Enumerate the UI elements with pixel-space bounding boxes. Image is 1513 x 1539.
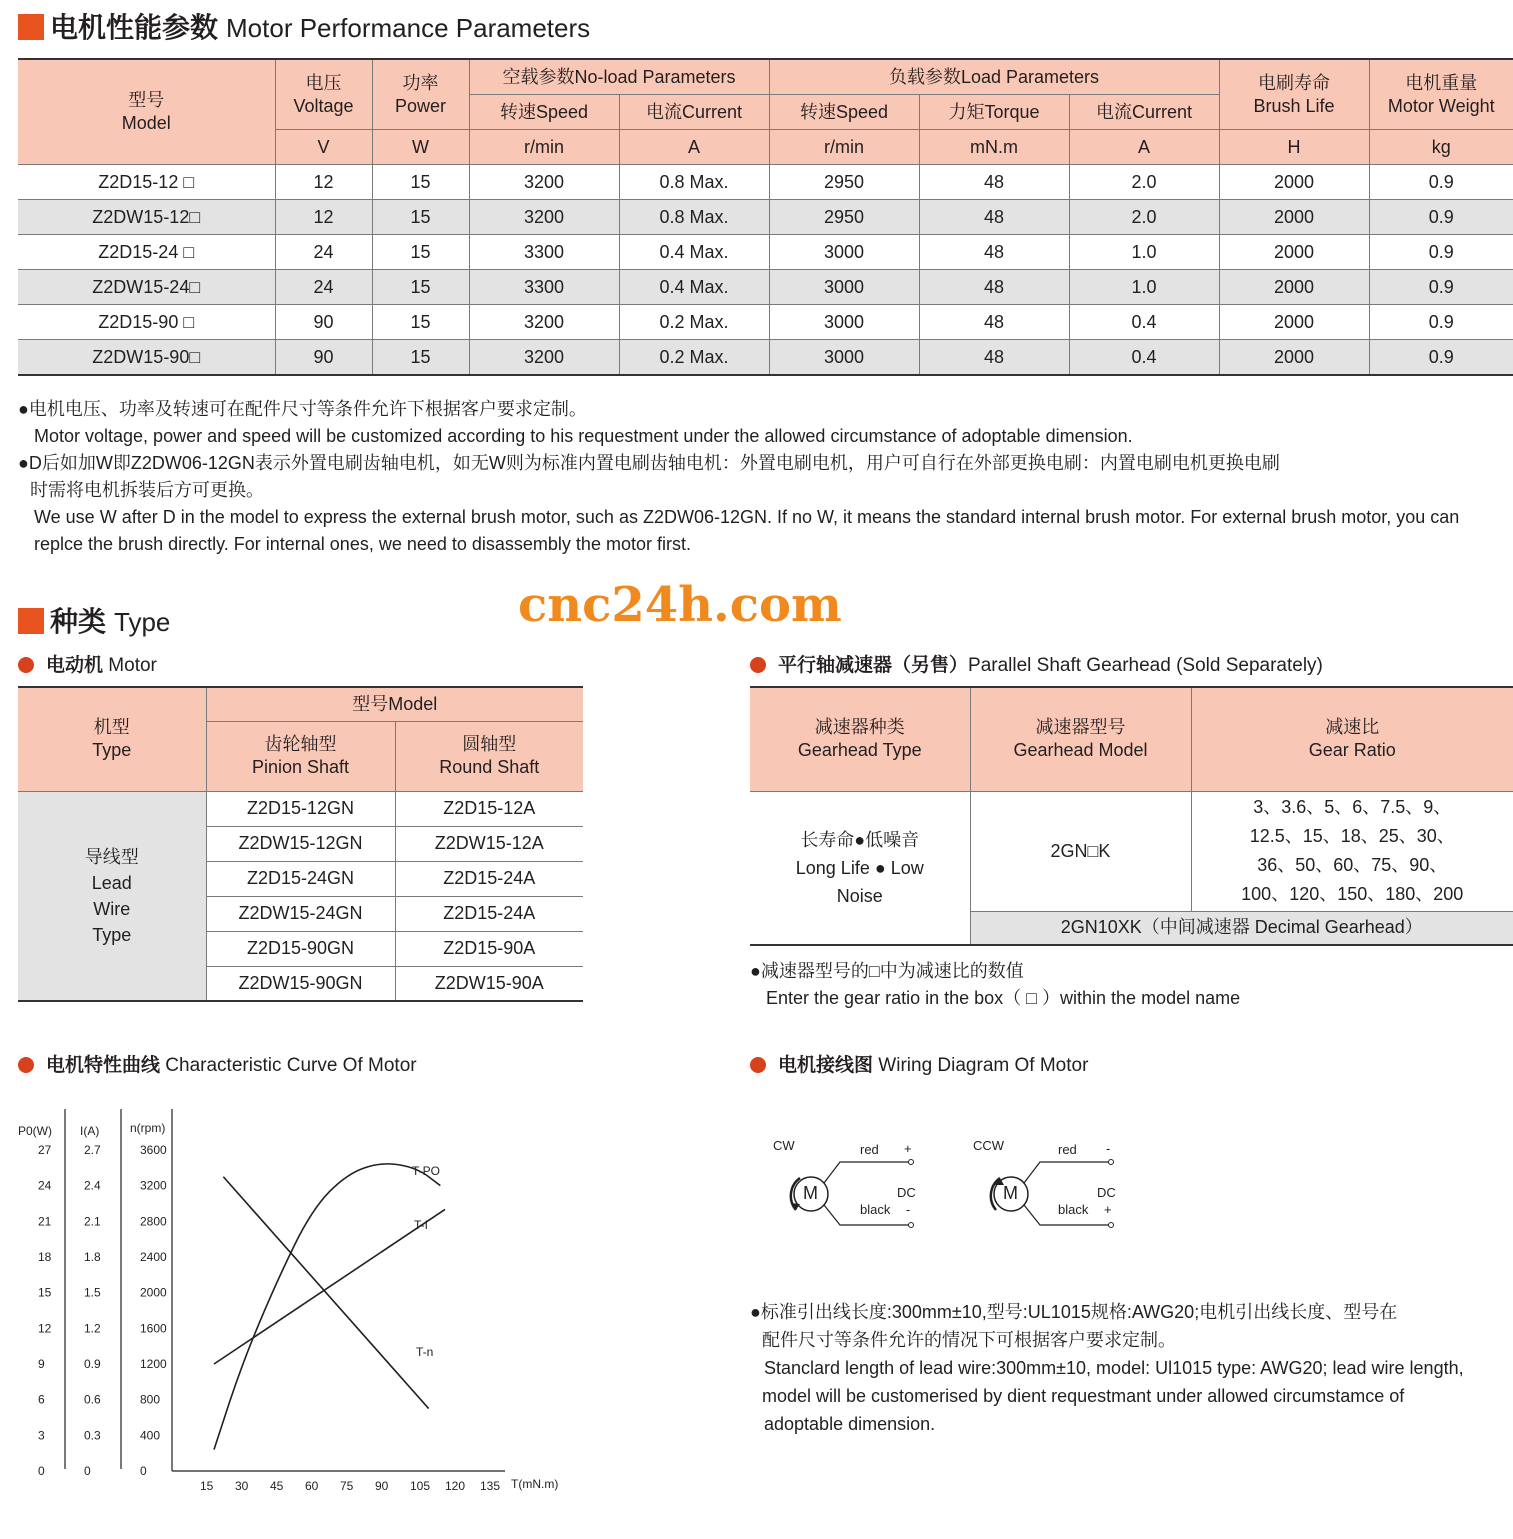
header-round-shaft: 圆轴型 Round Shaft: [395, 721, 583, 791]
table-row: Z2D15-24GN Z2D15-24A: [18, 861, 583, 896]
y-tick-label: 27: [38, 1143, 52, 1157]
gear-ratio-cell: 3、3.6、5、6、7.5、9、 12.5、15、18、25、30、 36、50、60、75、90、 100、120、150、180、200: [1191, 791, 1513, 911]
note-line: ●电机电压、功率及转速可在配件尺寸等条件允许下根据客户要求定制。: [18, 399, 587, 419]
header-gear-ratio: 减速比 Gear Ratio: [1191, 687, 1513, 791]
y-tick-label: 1.2: [84, 1321, 101, 1336]
note-line: We use W after D in the model to express the external brush motor, such as Z2DW06-12GN. If no W, it means the standard internal brush motor. For external brush motor, you can: [34, 507, 1460, 527]
header-noload-speed: 转速Speed: [469, 95, 619, 130]
ccw-wiring-diagram: [960, 1130, 1130, 1230]
header-gearhead-model: 减速器型号 Gearhead Model: [970, 687, 1191, 791]
y-tick-label: 0.3: [84, 1428, 101, 1443]
y-tick-label: 1.5: [84, 1285, 101, 1300]
series-line-t-po: [214, 1164, 440, 1450]
ccw-black-sign: +: [1104, 1202, 1112, 1217]
header-motor-weight: 电机重量 Motor Weight: [1369, 59, 1513, 130]
y-tick-label: 2400: [140, 1250, 167, 1264]
y-tick-label: 400: [140, 1428, 161, 1443]
header-load: 负载参数Load Parameters: [769, 59, 1219, 95]
y-tick-label: 1600: [140, 1321, 167, 1336]
y-tick-label: 3600: [140, 1143, 167, 1157]
header-brush-life: 电刷寿命 Brush Life: [1219, 59, 1369, 130]
y-tick-label: 2.4: [84, 1178, 101, 1193]
section-square-icon: [18, 14, 44, 40]
unit-cell: V: [275, 130, 372, 165]
series-label: T-n: [416, 1345, 434, 1359]
y-tick-label: 1200: [140, 1357, 167, 1371]
table-row: Z2DW15-90□ 90 15 3200 0.2 Max. 3000 48 0.4 2000 0.9: [18, 340, 1513, 376]
y-tick-label: 0.9: [84, 1357, 101, 1371]
y-tick-label: 2000: [140, 1285, 167, 1300]
series-line-t-n: [223, 1177, 428, 1409]
unit-cell: r/min: [469, 130, 619, 165]
gearhead-notes: [750, 958, 1240, 1012]
header-type: 机型 Type: [18, 687, 206, 791]
header-model: 型号 Model: [18, 59, 275, 165]
note-line: Stanclard length of lead wire:300mm±10, model: Ul1015 type: AWG20; lead wire length,: [764, 1358, 1464, 1378]
gearhead-subtitle: 平行轴减速器（另售）Parallel Shaft Gearhead (Sold Separately): [750, 650, 1323, 677]
bullet-dot-icon: [18, 657, 34, 673]
header-torque: 力矩Torque: [919, 95, 1069, 130]
dc-label: DC: [1097, 1185, 1116, 1200]
y-tick-label: 21: [38, 1214, 52, 1229]
red-wire-label: red: [1058, 1142, 1077, 1157]
gearhead-model-cell: 2GN□K: [970, 791, 1191, 911]
note-line: Motor voltage, power and speed will be customized according to his requestment under the allowed circumstance of adoptable dimension.: [34, 426, 1133, 446]
x-tick-label: 60: [305, 1479, 319, 1493]
table-row: Z2D15-90 □ 90 15 3200 0.2 Max. 3000 48 0.4 2000 0.9: [18, 305, 1513, 340]
y-tick-label: 9: [38, 1357, 45, 1371]
characteristic-chart: [0, 1095, 600, 1515]
wiring-subtitle: 电机接线图 Wiring Diagram Of Motor: [750, 1050, 1088, 1077]
x-tick-label: 105: [410, 1479, 431, 1493]
x-tick-label: 90: [375, 1479, 389, 1493]
header-model: 型号Model: [206, 687, 583, 721]
ccw-label: CCW: [973, 1138, 1005, 1153]
x-tick-label: 135: [480, 1479, 501, 1493]
note-line: 时需将电机拆装后方可更换。: [30, 480, 264, 500]
series-line-t-i: [214, 1209, 445, 1364]
note-line: 配件尺寸等条件允许的情况下可根据客户要求定制。: [762, 1330, 1176, 1350]
header-noload: 空载参数No-load Parameters: [469, 59, 769, 95]
y-tick-label: 0: [140, 1464, 147, 1478]
y-tick-label: 2.7: [84, 1143, 101, 1157]
lead-wire-type-cell: 导线型 Lead Wire Type: [18, 791, 206, 1001]
bullet-dot-icon: [750, 657, 766, 673]
y-tick-label: 0.6: [84, 1392, 101, 1407]
motor-type-table: [18, 686, 583, 1002]
unit-cell: W: [372, 130, 469, 165]
table-row: Z2DW15-12GN Z2DW15-12A: [18, 826, 583, 861]
y-tick-label: 2800: [140, 1214, 167, 1229]
table-row: Z2D15-12 □ 12 15 3200 0.8 Max. 2950 48 2.0 2000 0.9: [18, 165, 1513, 200]
y-tick-label: 6: [38, 1392, 45, 1407]
note-line: ●D后如加W即Z2DW06-12GN表示外置电刷齿轴电机，如无W则为标准内置电刷齿轴电机：外置电刷电机，用户可自行在外部更换电刷：内置电刷电机更换电刷: [18, 453, 1280, 473]
x-tick-label: 45: [270, 1479, 284, 1493]
bullet-dot-icon: [18, 1057, 34, 1073]
unit-cell: mN.m: [919, 130, 1069, 165]
header-pinion-shaft: 齿轮轴型 Pinion Shaft: [206, 721, 395, 791]
y-tick-label: 15: [38, 1285, 52, 1300]
wiring-notes: [750, 1298, 1464, 1438]
y-axis-label: P0(W): [18, 1124, 52, 1138]
cw-black-sign: -: [906, 1202, 911, 1217]
note-line: adoptable dimension.: [764, 1414, 936, 1434]
header-gearhead-type: 减速器种类 Gearhead Type: [750, 687, 970, 791]
table-row: Z2DW15-24□ 24 15 3300 0.4 Max. 3000 48 1.0 2000 0.9: [18, 270, 1513, 305]
gearhead-type-cell: 长寿命●低噪音 Long Life ● Low Noise: [750, 791, 970, 945]
unit-cell: kg: [1369, 130, 1513, 165]
header-noload-current: 电流Current: [619, 95, 769, 130]
header-load-current: 电流Current: [1069, 95, 1219, 130]
y-tick-label: 18: [38, 1250, 52, 1264]
black-wire-label: black: [1058, 1202, 1089, 1217]
note-line: model will be customerised by dient requestmant under allowed circumstamce of: [762, 1386, 1405, 1406]
unit-cell: A: [1069, 130, 1219, 165]
x-axis-label: T(mN.m): [511, 1477, 559, 1491]
table-row: Z2DW15-90GN Z2DW15-90A: [18, 966, 583, 1001]
y-tick-label: 800: [140, 1392, 161, 1407]
motor-subtitle: 电动机 Motor: [18, 650, 157, 677]
note-line: ●减速器型号的□中为减速比的数值: [750, 961, 1024, 981]
series-label: T-PO: [412, 1164, 441, 1178]
note-line: replce the brush directly. For internal ones, we need to disassembly the motor first.: [34, 534, 691, 554]
note-line: ●标准引出线长度:300mm±10,型号:UL1015规格:AWG20;电机引出线长度、型号在: [750, 1302, 1398, 1322]
perf-section-title: 电机性能参数 Motor Performance Parameters: [18, 6, 590, 46]
decimal-gearhead-cell: 2GN10XK（中间减速器 Decimal Gearhead）: [970, 911, 1513, 945]
table-row: Z2D15-90GN Z2D15-90A: [18, 931, 583, 966]
motor-symbol: M: [803, 1183, 818, 1203]
x-tick-label: 15: [200, 1479, 214, 1493]
cw-red-sign: +: [904, 1141, 912, 1156]
y-tick-label: 0: [38, 1464, 45, 1478]
unit-cell: r/min: [769, 130, 919, 165]
ccw-red-sign: -: [1106, 1141, 1111, 1156]
table-row: Z2DW15-12□ 12 15 3200 0.8 Max. 2950 48 2.0 2000 0.9: [18, 200, 1513, 235]
x-tick-label: 30: [235, 1479, 249, 1493]
y-tick-label: 3200: [140, 1178, 167, 1193]
x-tick-label: 75: [340, 1479, 354, 1493]
curve-subtitle: 电机特性曲线 Characteristic Curve Of Motor: [18, 1050, 417, 1077]
motor-symbol: M: [1003, 1183, 1018, 1203]
y-tick-label: 1.8: [84, 1250, 101, 1264]
header-power: 功率 Power: [372, 59, 469, 130]
unit-cell: H: [1219, 130, 1369, 165]
bullet-dot-icon: [750, 1057, 766, 1073]
x-tick-label: 120: [445, 1479, 466, 1493]
gearhead-table: [750, 686, 1513, 946]
type-section-title: 种类 Type: [18, 600, 170, 640]
header-voltage: 电压 Voltage: [275, 59, 372, 130]
unit-cell: A: [619, 130, 769, 165]
header-load-speed: 转速Speed: [769, 95, 919, 130]
table-row: Z2DW15-24GN Z2D15-24A: [18, 896, 583, 931]
series-label: T-I: [414, 1218, 428, 1232]
y-axis-label: I(A): [80, 1124, 100, 1138]
perf-notes: [18, 396, 1459, 558]
cw-label: CW: [773, 1138, 795, 1153]
note-line: Enter the gear ratio in the box（ □ ）within the model name: [766, 988, 1241, 1008]
performance-table: [18, 58, 1513, 376]
section-square-icon: [18, 608, 44, 634]
y-tick-label: 3: [38, 1428, 45, 1443]
y-tick-label: 12: [38, 1321, 52, 1336]
y-tick-label: 2.1: [84, 1214, 101, 1229]
y-tick-label: 24: [38, 1178, 52, 1193]
cw-wiring-diagram: [760, 1130, 930, 1230]
watermark: cnc24h.com: [518, 577, 842, 633]
red-wire-label: red: [860, 1142, 879, 1157]
y-axis-label: n(rpm): [130, 1121, 166, 1135]
table-row: Z2D15-24 □ 24 15 3300 0.4 Max. 3000 48 1.0 2000 0.9: [18, 235, 1513, 270]
dc-label: DC: [897, 1185, 916, 1200]
table-row: 导线型 Lead Wire Type Z2D15-12GN Z2D15-12A: [18, 791, 583, 826]
black-wire-label: black: [860, 1202, 891, 1217]
y-tick-label: 0: [84, 1464, 91, 1478]
